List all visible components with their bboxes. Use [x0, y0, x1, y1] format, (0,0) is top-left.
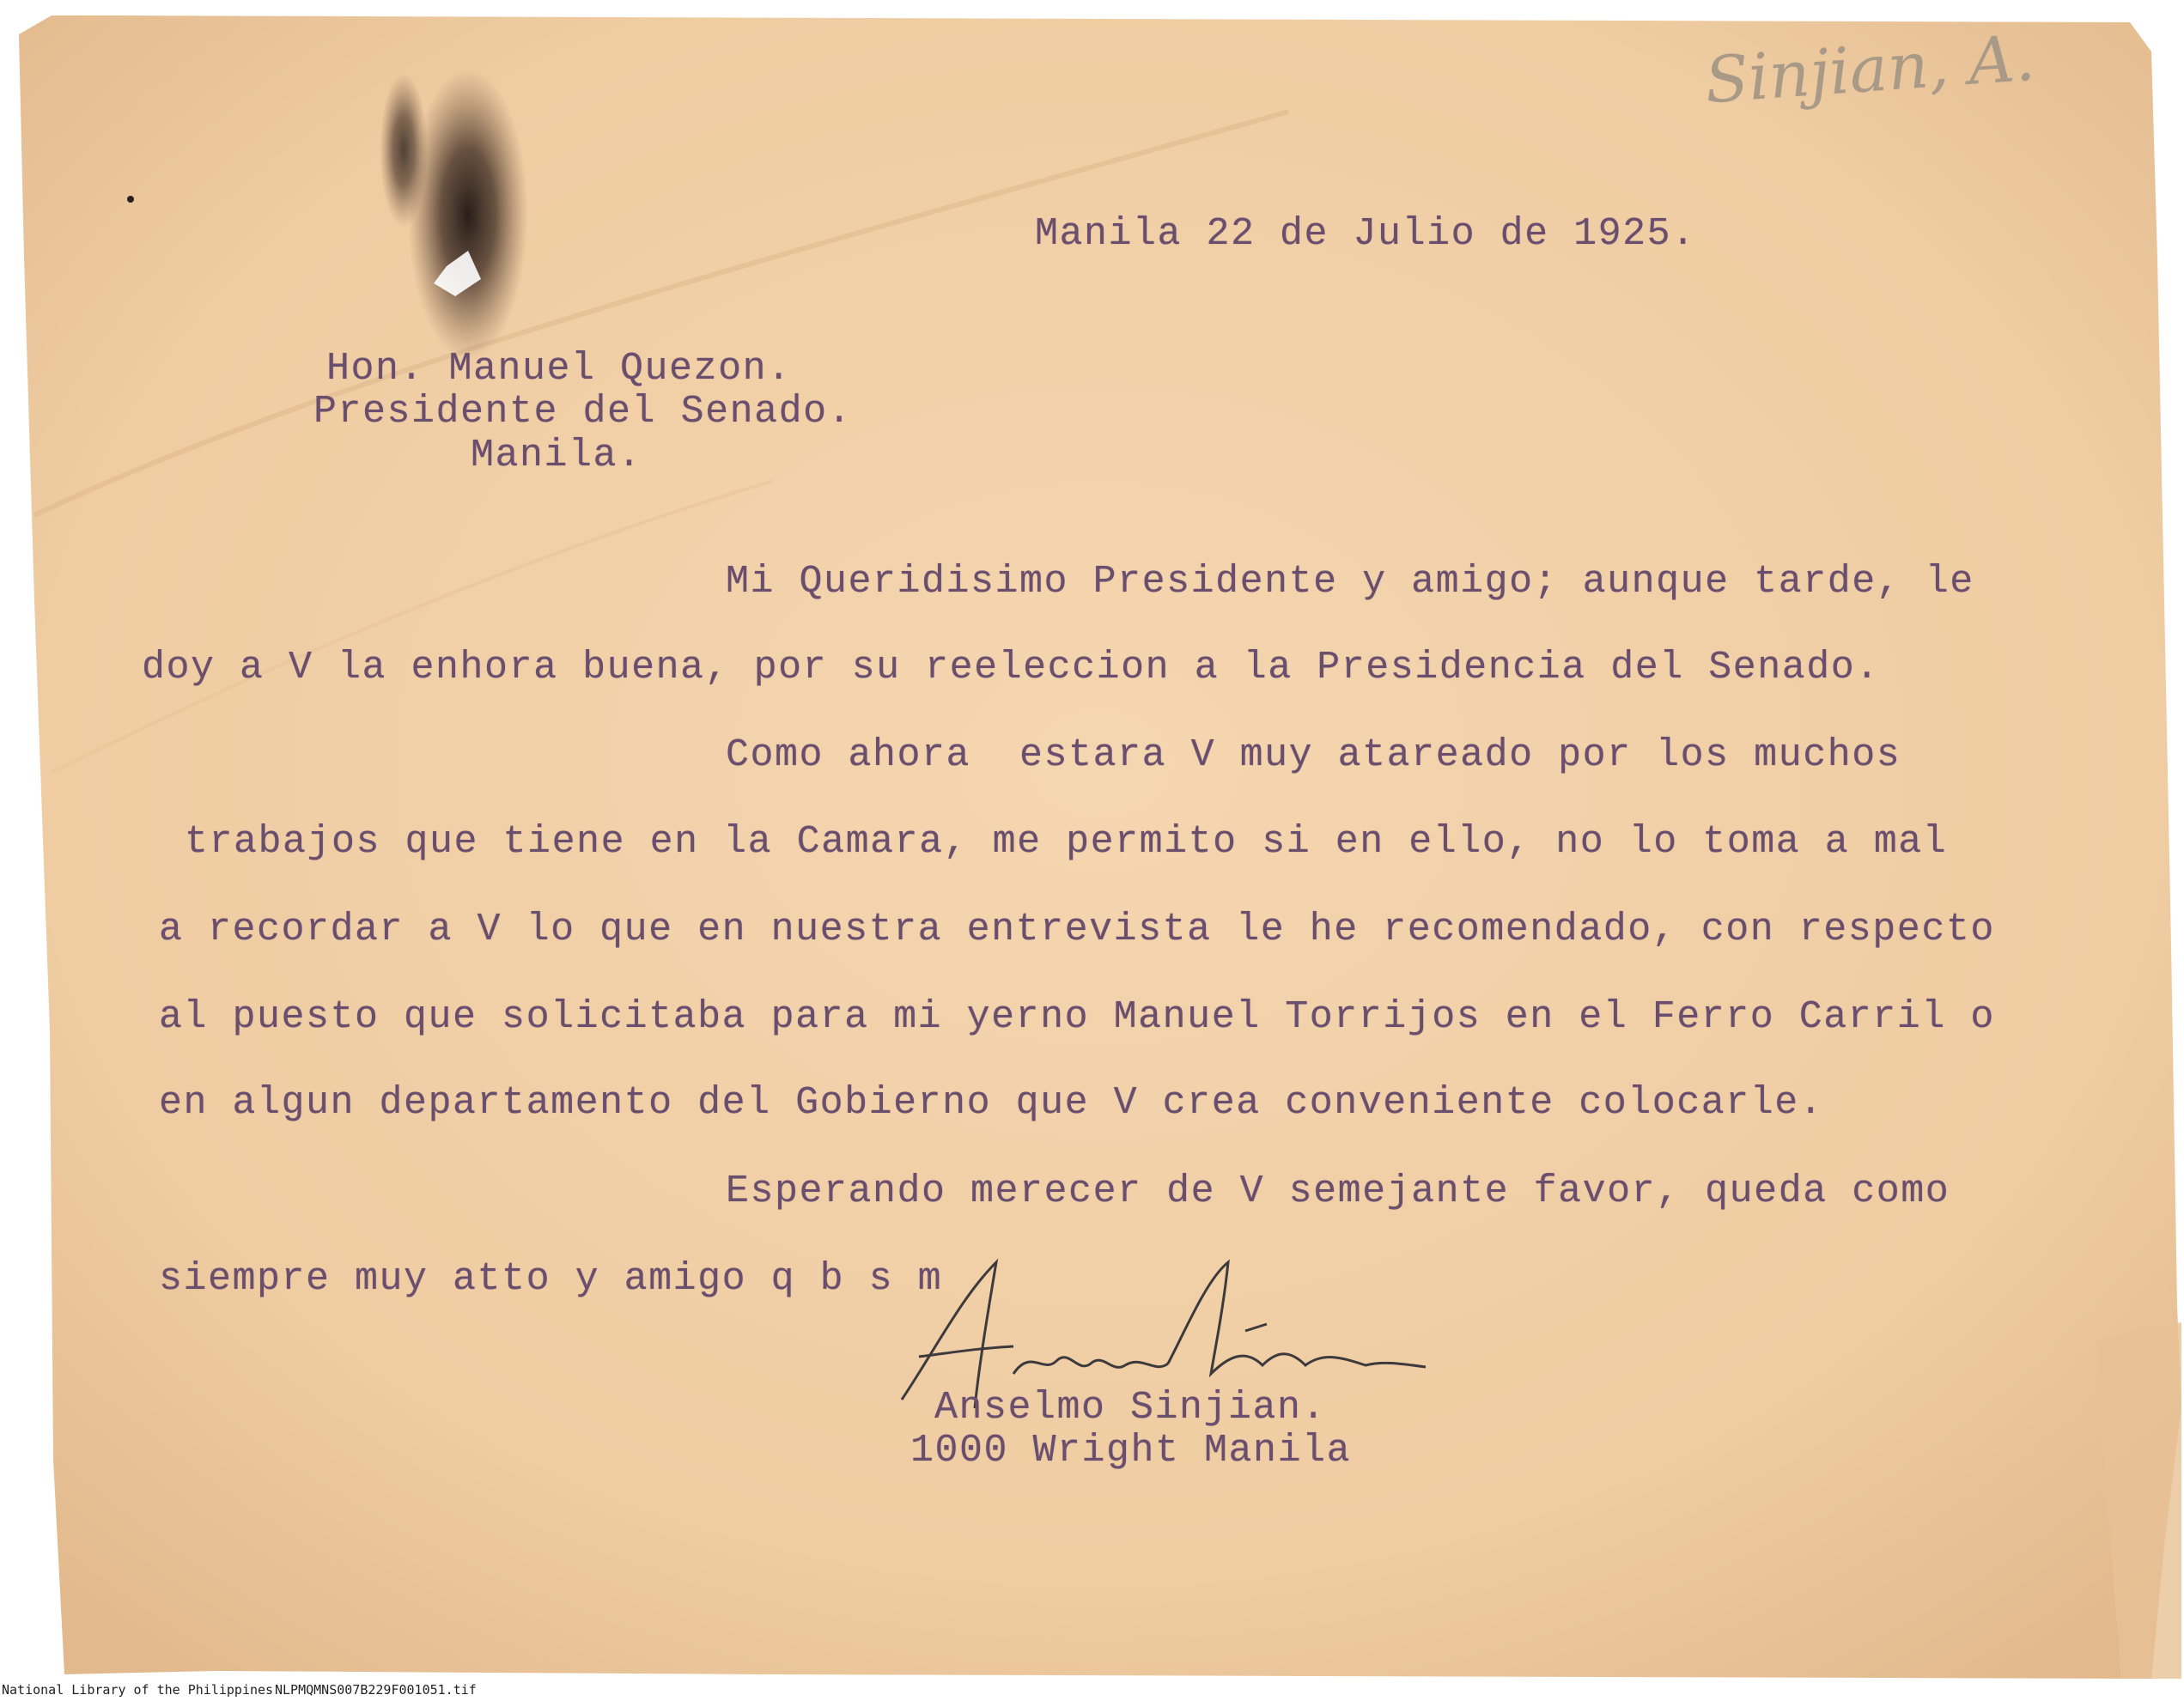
ink-dot	[127, 196, 134, 203]
body-line: a recordar a V lo que en nuestra entrevista le he recomendado, con respecto	[159, 908, 1995, 951]
burn-mark	[380, 73, 428, 228]
footer-institution: National Library of the Philippines	[2, 1682, 274, 1698]
body-line: Como ahora estara V muy atareado por los muchos	[726, 733, 1901, 777]
body-line: Mi Queridisimo Presidente y amigo; aunque tarde, le	[726, 560, 1974, 604]
body-line: Esperando merecer de V semejante favor, queda como	[726, 1169, 1950, 1213]
addressee-line: Presidente del Senado.	[313, 390, 853, 434]
archive-footer	[0, 1679, 2184, 1701]
body-line: doy a V la enhora buena, por su reeleccion a la Presidencia del Senado.	[142, 646, 1880, 690]
letter-date: Manila 22 de Julio de 1925.	[1035, 212, 1696, 256]
body-line: al puesto que solicitaba para mi yerno Manuel Torrijos en el Ferro Carril o	[159, 995, 1995, 1039]
body-line: siempre muy atto y amigo q b s m	[159, 1257, 943, 1301]
sender-address: 1000 Wright Manila	[910, 1429, 1352, 1473]
body-line: en algun departamento del Gobierno que V crea conveniente colocarle.	[159, 1081, 1824, 1125]
addressee-line: Hon. Manuel Quezon.	[326, 347, 792, 391]
addressee-line: Manila.	[471, 434, 642, 477]
body-line: trabajos que tiene en la Camara, me permito si en ello, no lo toma a mal	[185, 820, 1948, 864]
footer-filename: NLPMQMNS007B229F001051.tif	[275, 1682, 477, 1698]
sender-name: Anselmo Sinjian.	[934, 1386, 1327, 1430]
pencil-annotation: Sinjian, A.	[1702, 21, 2037, 118]
burn-mark	[408, 69, 528, 361]
